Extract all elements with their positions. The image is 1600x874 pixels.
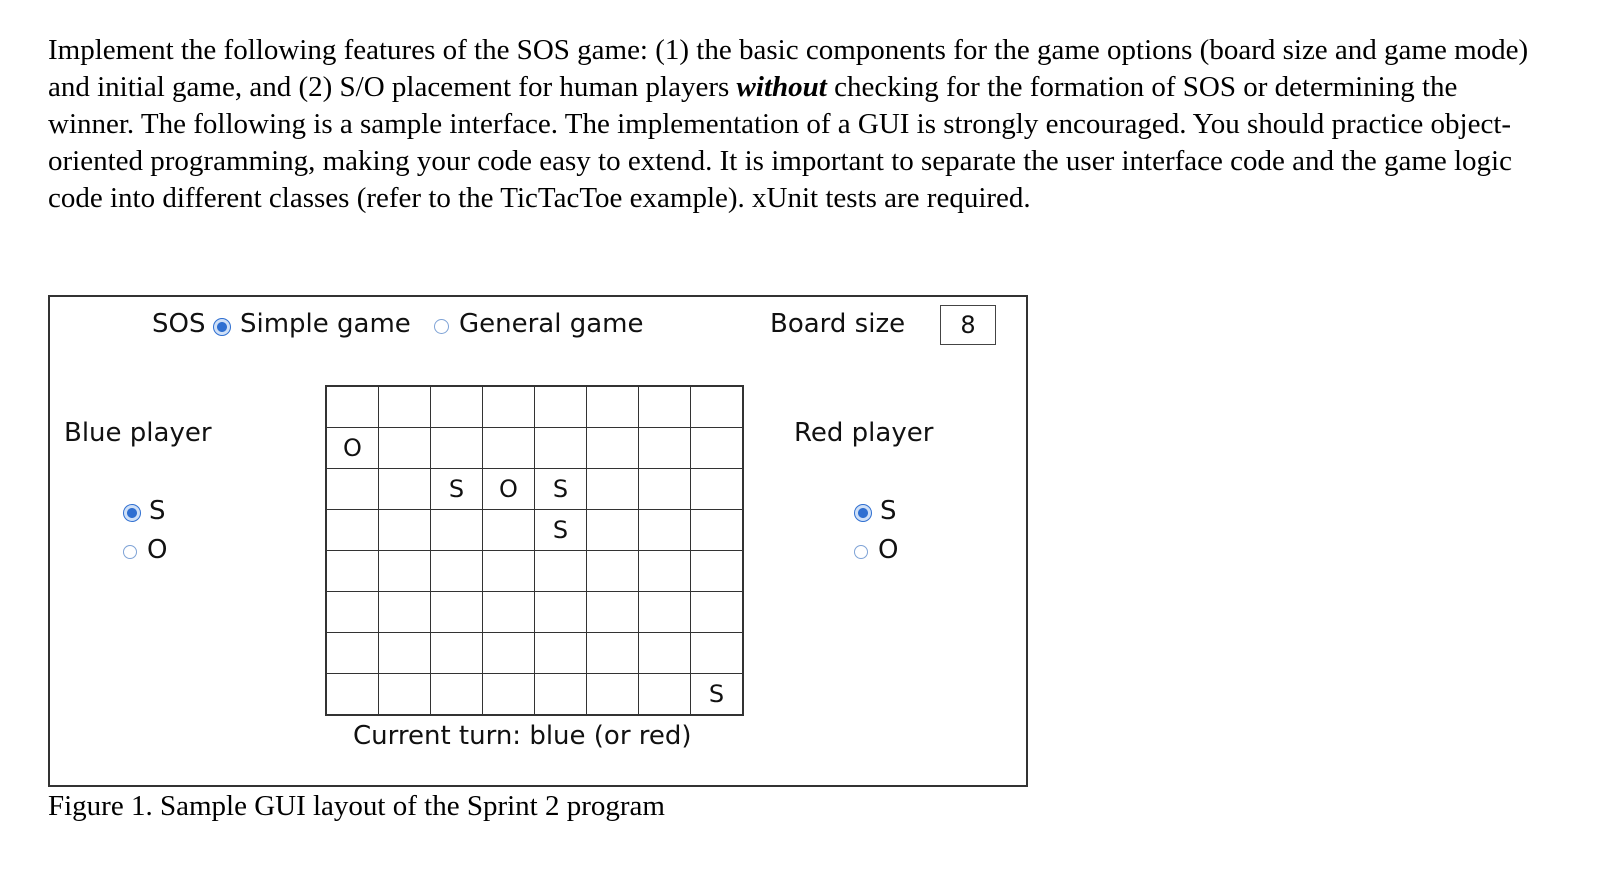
board-cell[interactable]: [587, 674, 639, 716]
board-row: [326, 428, 743, 469]
sos-label: SOS: [152, 309, 206, 339]
board-cell[interactable]: [691, 386, 744, 428]
instructions-part1: Implement the following features of the SOS game: (1) the basic components for the game options (board size and game mode) and initial game, and (2) S/O placement for human players: [48, 34, 1529, 103]
board-row: [326, 386, 743, 428]
instructions-emphasis: without: [736, 71, 827, 103]
board-cell[interactable]: [483, 428, 535, 469]
red-player-label: Red player: [794, 418, 934, 448]
board-cell[interactable]: [326, 633, 379, 674]
board-cell[interactable]: [379, 592, 431, 633]
board-cell[interactable]: [587, 510, 639, 551]
board-cell[interactable]: [587, 592, 639, 633]
general-game-label[interactable]: General game: [459, 309, 644, 339]
board-cell[interactable]: O: [483, 469, 535, 510]
board-cell[interactable]: [587, 469, 639, 510]
board-cell[interactable]: [691, 428, 744, 469]
blue-o-label[interactable]: O: [147, 535, 168, 565]
red-o-label[interactable]: O: [878, 535, 899, 565]
board-row: [326, 674, 743, 716]
sos-game-window: [48, 295, 1028, 787]
board-cell[interactable]: [691, 510, 744, 551]
board-cell[interactable]: S: [431, 469, 483, 510]
game-board: [325, 385, 744, 716]
board-cell[interactable]: [691, 469, 744, 510]
board-cell[interactable]: [326, 674, 379, 716]
board-cell[interactable]: [587, 633, 639, 674]
board-cell[interactable]: [639, 510, 691, 551]
figure-caption: Figure 1. Sample GUI layout of the Sprint 2 program: [48, 790, 665, 822]
assignment-instructions: [48, 32, 1548, 217]
board-cell[interactable]: [535, 386, 587, 428]
board-cell[interactable]: [379, 551, 431, 592]
board-cell[interactable]: S: [535, 469, 587, 510]
board-cell[interactable]: [483, 510, 535, 551]
board-cell[interactable]: [379, 674, 431, 716]
board-cell[interactable]: [379, 386, 431, 428]
board-cell[interactable]: [639, 674, 691, 716]
board-cell[interactable]: [431, 592, 483, 633]
blue-s-label[interactable]: S: [149, 496, 166, 526]
board-size-label: Board size: [770, 309, 906, 339]
board-cell[interactable]: [639, 469, 691, 510]
instructions-part2: checking for the formation of SOS or determining the winner. The following is a sample interface. The implementation of a GUI is strongly encouraged. You should practice object-oriented programming, making your code easy to extend. It is important to separate the user interface code and the game logic code into different classes (refer to the TicTacToe example). xUnit tests are required.: [48, 71, 1512, 214]
red-s-label[interactable]: S: [880, 496, 897, 526]
board-cell[interactable]: [379, 633, 431, 674]
board-cell[interactable]: [379, 469, 431, 510]
board-cell[interactable]: [326, 551, 379, 592]
board-cell[interactable]: [483, 633, 535, 674]
board-cell[interactable]: [639, 551, 691, 592]
blue-player-label: Blue player: [64, 418, 212, 448]
board-row: [326, 592, 743, 633]
board-cell[interactable]: [431, 633, 483, 674]
board-cell[interactable]: [483, 674, 535, 716]
board-cell[interactable]: [639, 428, 691, 469]
current-turn-status: Current turn: blue (or red): [353, 721, 692, 751]
board-row: [326, 510, 743, 551]
board-cell[interactable]: [379, 428, 431, 469]
simple-game-label[interactable]: Simple game: [240, 309, 411, 339]
board-cell[interactable]: [431, 386, 483, 428]
board-cell[interactable]: [483, 386, 535, 428]
general-game-radio[interactable]: [434, 319, 449, 334]
board-cell[interactable]: [483, 551, 535, 592]
board-cell[interactable]: [431, 674, 483, 716]
red-s-radio[interactable]: [854, 504, 872, 522]
board-cell[interactable]: [535, 633, 587, 674]
board-cell[interactable]: [326, 386, 379, 428]
board-row: [326, 551, 743, 592]
board-cell[interactable]: [587, 428, 639, 469]
board-cell[interactable]: [326, 469, 379, 510]
board-cell[interactable]: [535, 428, 587, 469]
board-cell[interactable]: O: [326, 428, 379, 469]
board-row: [326, 633, 743, 674]
board-cell[interactable]: [483, 592, 535, 633]
board-cell[interactable]: [431, 510, 483, 551]
red-o-radio[interactable]: [854, 545, 868, 559]
simple-game-radio[interactable]: [213, 318, 231, 336]
board-cell[interactable]: [535, 674, 587, 716]
board-cell[interactable]: [535, 551, 587, 592]
board-cell[interactable]: S: [691, 674, 744, 716]
board-cell[interactable]: [587, 551, 639, 592]
board-cell[interactable]: [326, 592, 379, 633]
board-cell[interactable]: [691, 592, 744, 633]
board-cell[interactable]: [535, 592, 587, 633]
board-cell[interactable]: [326, 510, 379, 551]
board-cell[interactable]: [379, 510, 431, 551]
board-cell[interactable]: [691, 633, 744, 674]
board-cell[interactable]: S: [535, 510, 587, 551]
blue-s-radio[interactable]: [123, 504, 141, 522]
board-cell[interactable]: [587, 386, 639, 428]
board-cell[interactable]: [639, 386, 691, 428]
board-cell[interactable]: [691, 551, 744, 592]
board-row: [326, 469, 743, 510]
blue-o-radio[interactable]: [123, 545, 137, 559]
board-cell[interactable]: [431, 428, 483, 469]
board-cell[interactable]: [639, 592, 691, 633]
board-cell[interactable]: [431, 551, 483, 592]
board-size-input[interactable]: [940, 305, 996, 345]
board-cell[interactable]: [639, 633, 691, 674]
